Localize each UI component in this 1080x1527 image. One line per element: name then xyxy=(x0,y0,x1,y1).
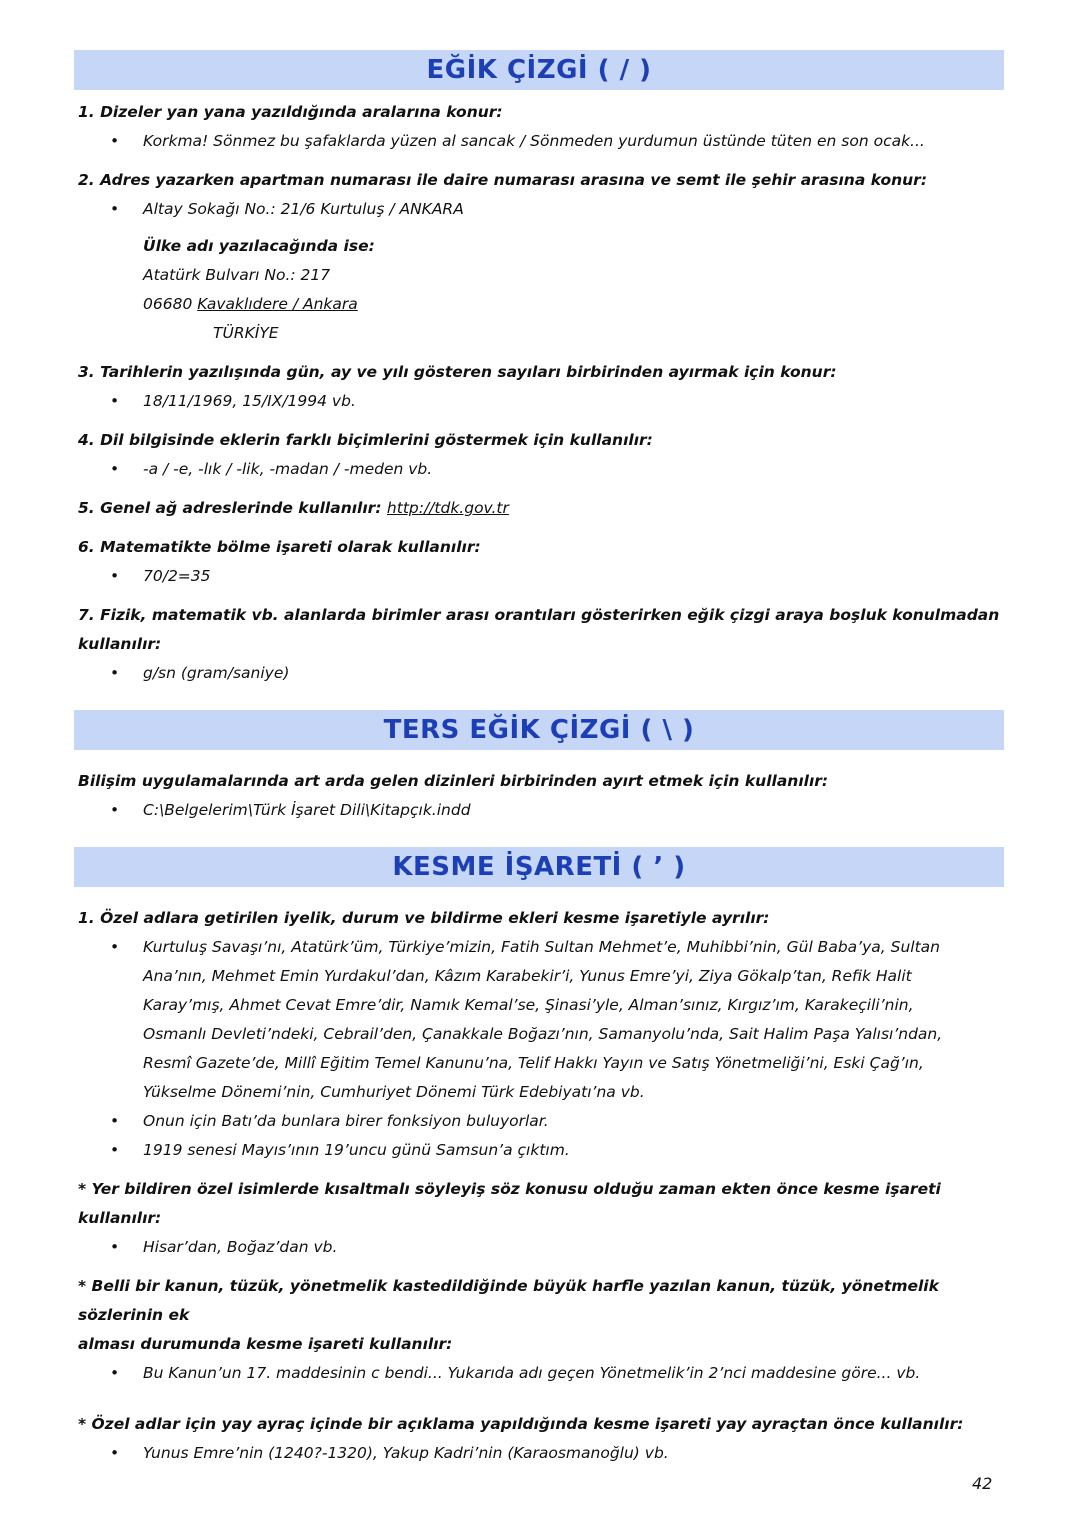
list-item: • 18/11/1969, 15/IX/1994 vb. xyxy=(78,387,1008,416)
list-item: • C:\Belgelerim\Türk İşaret Dili\Kitapçık.indd xyxy=(78,796,1008,825)
kesme-note-2: * Belli bir kanun, tüzük, yönetmelik kastedildiğinde büyük harfle yazılan kanun, tüzük, yönetmelik sözlerinin ek alması durumunda kesme işareti kullanılır: xyxy=(78,1277,939,1353)
list-item: • g/sn (gram/saniye) xyxy=(78,659,1008,688)
rule-7: 7. Fizik, matematik vb. alanlarda birimler arası orantıları gösterirken eğik çizgi araya boşluk konulmadan kullanılır: xyxy=(78,606,1000,653)
rule-3: 3. Tarihlerin yazılışında gün, ay ve yılı gösteren sayıları birbirinden ayırmak için konur: xyxy=(78,363,837,381)
bullet-icon: • xyxy=(110,1444,120,1462)
list-item: • Onun için Batı’da bunlara birer fonksiyon buluyorlar. xyxy=(78,1107,1008,1136)
web-link[interactable]: http://tdk.gov.tr xyxy=(386,499,509,517)
bullet-icon: • xyxy=(110,460,120,478)
rule-1: 1. Dizeler yan yana yazıldığında aralarına konur: xyxy=(78,103,503,121)
kesme-note-1: * Yer bildiren özel isimlerde kısaltmalı söyleyiş söz konusu olduğu zaman ekten önce kesme işareti kullanılır: xyxy=(78,1180,941,1227)
bullet-icon: • xyxy=(110,801,120,819)
bullet-icon: • xyxy=(110,1112,120,1130)
bullet-icon: • xyxy=(110,938,120,956)
list-item: • Yunus Emre’nin (1240?-1320), Yakup Kadri’nin (Karaosmanoğlu) vb. xyxy=(78,1439,1008,1468)
ters-rule: Bilişim uygulamalarında art arda gelen dizinleri birbirinden ayırt etmek için kullanılır: xyxy=(78,772,829,790)
address-line-3: TÜRKİYE xyxy=(213,324,279,342)
rule-4: 4. Dil bilgisinde eklerin farklı biçimlerini göstermek için kullanılır: xyxy=(78,431,653,449)
list-item: • -a / -e, -lık / -lik, -madan / -meden vb. xyxy=(78,455,1008,484)
list-item: • Korkma! Sönmez bu şafaklarda yüzen al sancak / Sönmeden yurdumun üstünde tüten en son ocak... xyxy=(78,127,1008,156)
document-page xyxy=(78,50,1008,1468)
bullet-icon: • xyxy=(110,1141,120,1159)
address-subheading: Ülke adı yazılacağında ise: xyxy=(143,237,375,255)
bullet-icon: • xyxy=(110,567,120,585)
bullet-icon: • xyxy=(110,200,120,218)
section-header-kesme-isareti: KESME İŞARETİ ( ’ ) xyxy=(74,847,1004,887)
rule-6: 6. Matematikte bölme işareti olarak kullanılır: xyxy=(78,538,481,556)
rule-2: 2. Adres yazarken apartman numarası ile daire numarası arasına ve semt ile şehir arasına konur: xyxy=(78,171,928,189)
list-item: • 70/2=35 xyxy=(78,562,1008,591)
bullet-icon: • xyxy=(110,132,120,150)
section-header-ters-egik-cizgi: TERS EĞİK ÇİZGİ ( \ ) xyxy=(74,710,1004,750)
section-header-egik-cizgi: EĞİK ÇİZGİ ( / ) xyxy=(74,50,1004,90)
kesme-note-3: * Özel adlar için yay ayraç içinde bir açıklama yapıldığında kesme işareti yay ayraçtan önce kullanılır: xyxy=(78,1415,964,1433)
rule-5: 5. Genel ağ adreslerinde kullanılır: http://tdk.gov.tr xyxy=(78,499,509,517)
bullet-icon: • xyxy=(110,1364,120,1382)
list-item: • 1919 senesi Mayıs’ının 19’uncu günü Samsun’a çıktım. xyxy=(78,1136,1008,1165)
bullet-icon: • xyxy=(110,664,120,682)
bullet-icon: • xyxy=(110,1238,120,1256)
address-line-2: 06680 Kavaklıdere / Ankara xyxy=(143,295,358,313)
list-item: • Altay Sokağı No.: 21/6 Kurtuluş / ANKARA xyxy=(78,195,1008,224)
list-item: • Kurtuluş Savaşı’nı, Atatürk’üm, Türkiye’mizin, Fatih Sultan Mehmet’e, Muhibbi’nin, Gül Baba’ya, Sultan Ana’nın, Mehmet Emin Yurdakul’dan, Kâzım Karabekir’i, Yunus Emre’yi, Ziya Gökalp’tan, Refik Halit Karay’mış, Ahmet Cevat Emre’dir, Namık Kemal’se, Şinasi’yle, Alman’sınız, Kırgız’ım, Karakeçili’nin, Osmanlı Devleti’ndeki, Cebrail’den, Çanakkale Boğazı’nın, Samanyolu’nda, Sait Halim Paşa Yalısı’ndan, Resmî Gazete’de, Millî Eğitim Temel Kanunu’na, Telif Hakkı Yayın ve Satış Yönetmeliği’ni, Eski Çağ’ın, Yükselme Dönemi’nin, Cumhuriyet Dönemi Türk Edebiyatı’na vb. xyxy=(78,933,1008,1107)
bullet-icon: • xyxy=(110,392,120,410)
list-item: • Bu Kanun’un 17. maddesinin c bendi... Yukarıda adı geçen Yönetmelik’in 2’nci maddesine göre... vb. xyxy=(78,1359,1008,1388)
page-number: 42 xyxy=(972,1474,993,1493)
kesme-rule-1: 1. Özel adlara getirilen iyelik, durum ve bildirme ekleri kesme işaretiyle ayrılır: xyxy=(78,909,770,927)
list-item: • Hisar’dan, Boğaz’dan vb. xyxy=(78,1233,1008,1262)
address-line-1: Atatürk Bulvarı No.: 217 xyxy=(143,266,331,284)
